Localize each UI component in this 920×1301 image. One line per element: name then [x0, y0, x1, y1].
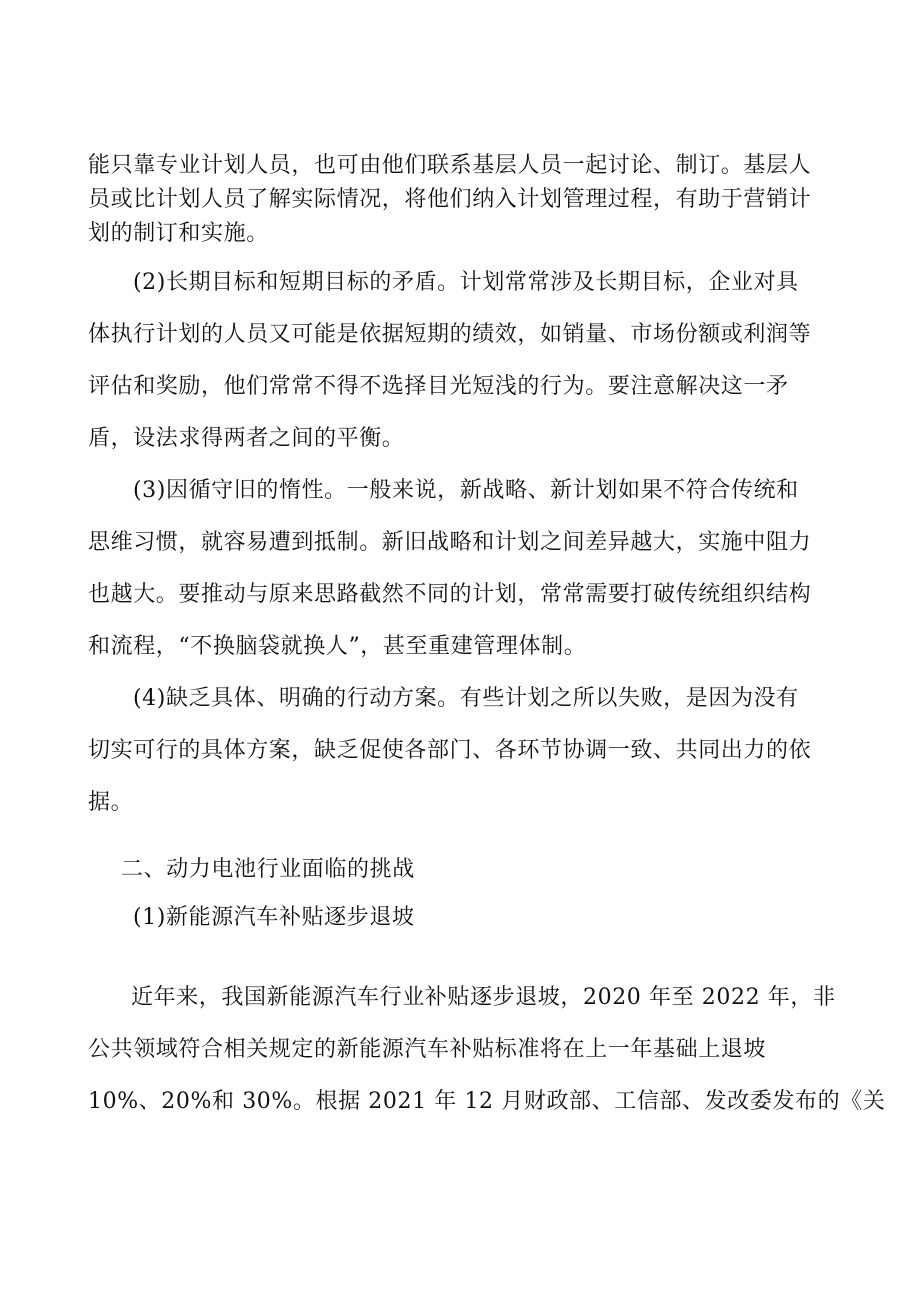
- text-line: 10%、20%和 30%。根据 2021 年 12 月财政部、工信部、发改委发布的《关: [88, 1089, 886, 1114]
- text-line: 和流程，“不换脑袋就换人”，甚至重建管理体制。: [88, 634, 587, 659]
- text-line: 盾，设法求得两者之间的平衡。: [88, 426, 405, 451]
- text-line: 切实可行的具体方案，缺乏促使各部门、各环节协调一致、共同出力的依: [88, 738, 812, 763]
- text-line: 员或比计划人员了解实际情况，将他们纳入计划管理过程，有助于营销计: [88, 187, 812, 212]
- text-line: 也越大。要推动与原来思路截然不同的计划，常常需要打破传统组织结构: [88, 582, 812, 607]
- text-line: 据。: [88, 790, 134, 815]
- text-line: 近年来，我国新能源汽车行业补贴逐步退坡，2020 年至 2022 年，非: [131, 985, 836, 1010]
- text-line: 划的制订和实施。: [88, 221, 269, 246]
- subsection-heading: (1)新能源汽车补贴逐步退坡: [133, 905, 415, 930]
- text-line: (2)长期目标和短期目标的矛盾。计划常常涉及长期目标，企业对具: [133, 270, 799, 295]
- text-line: 思维习惯，就容易遭到抵制。新旧战略和计划之间差异越大，实施中阻力: [88, 530, 812, 555]
- text-line: 评估和奖励，他们常常不得不选择目光短浅的行为。要注意解决这一矛: [88, 374, 789, 399]
- text-line: (3)因循守旧的惰性。一般来说，新战略、新计划如果不符合传统和: [133, 478, 799, 503]
- section-heading: 二、动力电池行业面临的挑战: [121, 857, 415, 882]
- text-line: 能只靠专业计划人员，也可由他们联系基层人员一起讨论、制订。基层人: [88, 153, 812, 178]
- text-line: (4)缺乏具体、明确的行动方案。有些计划之所以失败，是因为没有: [133, 686, 799, 711]
- text-line: 公共领域符合相关规定的新能源汽车补贴标准将在上一年基础上退坡: [88, 1037, 767, 1062]
- text-line: 体执行计划的人员又可能是依据短期的绩效，如销量、市场份额或利润等: [88, 322, 812, 347]
